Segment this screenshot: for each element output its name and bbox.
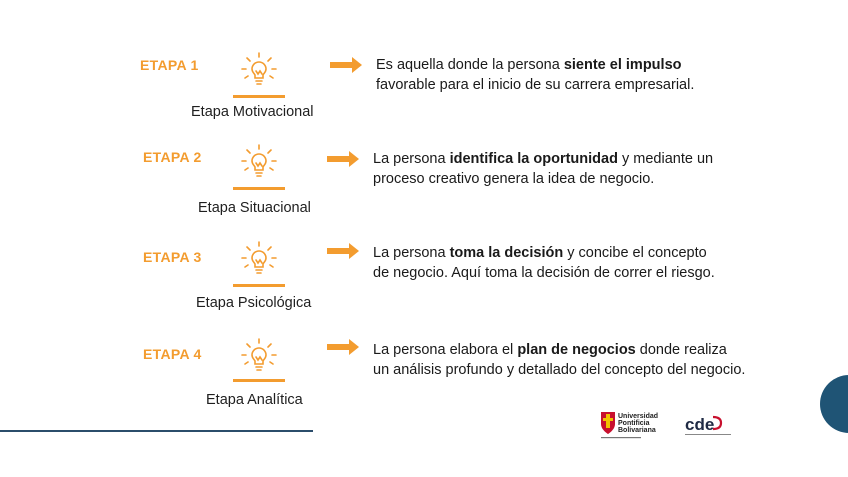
stage-2-underline	[233, 187, 285, 190]
lightbulb-icon	[236, 141, 282, 181]
stage-1-label: ETAPA 1	[140, 57, 199, 73]
upb-logo	[598, 408, 673, 442]
desc-emphasis: siente el impulso	[563, 57, 682, 73]
desc-text: Es aquella donde la persona	[376, 57, 564, 73]
decorative-circle	[820, 375, 848, 433]
desc-text: favorable para el inicio de su carrera empresarial.	[376, 77, 695, 93]
arrow-right-icon	[330, 57, 362, 73]
desc-emphasis: toma la decisión	[449, 245, 564, 261]
desc-text: La persona	[373, 245, 450, 261]
stage-4-label: ETAPA 4	[143, 346, 202, 362]
arrow-right-icon	[327, 243, 359, 259]
stage-1-description	[376, 55, 694, 95]
lightbulb-icon	[236, 335, 282, 375]
arrow-right-icon	[327, 151, 359, 167]
stage-3-name: Etapa Psicológica	[196, 295, 312, 311]
stage-4-underline	[233, 379, 285, 382]
lightbulb-icon	[236, 238, 282, 278]
stage-3-underline	[233, 284, 285, 287]
stage-2-name: Etapa Situacional	[198, 200, 311, 216]
upb-logo-line2: Pontificia	[618, 420, 650, 427]
cde-logo-text: cde	[685, 415, 715, 434]
cde-logo	[683, 413, 733, 439]
stage-4-name: Etapa Analítica	[206, 392, 303, 408]
stage-2-description	[373, 149, 713, 189]
desc-text: proceso creativo genera la idea de negocio.	[373, 171, 655, 187]
upb-logo-line3: Bolivariana	[618, 427, 656, 434]
desc-text: donde realiza	[635, 342, 727, 358]
stage-1-underline	[233, 95, 285, 98]
desc-text: y concibe el concepto	[563, 245, 707, 261]
desc-emphasis: plan de negocios	[517, 342, 636, 358]
desc-text: La persona	[373, 151, 450, 167]
arrow-right-icon	[327, 339, 359, 355]
stage-4-description	[373, 340, 745, 380]
desc-text: un análisis profundo y detallado del concepto del negocio.	[373, 362, 746, 378]
desc-text: de negocio. Aquí toma la decisión de correr el riesgo.	[373, 265, 715, 281]
stage-1-name: Etapa Motivacional	[191, 104, 314, 120]
lightbulb-icon	[236, 49, 282, 89]
desc-text: y mediante un	[617, 151, 714, 167]
desc-emphasis: identifica la oportunidad	[449, 151, 618, 167]
footer-divider	[0, 430, 313, 432]
desc-text: La persona elabora el	[373, 342, 518, 358]
stage-3-label: ETAPA 3	[143, 249, 202, 265]
stage-2-label: ETAPA 2	[143, 149, 202, 165]
upb-logo-line1: Universidad	[618, 413, 659, 420]
stage-3-description	[373, 243, 715, 283]
